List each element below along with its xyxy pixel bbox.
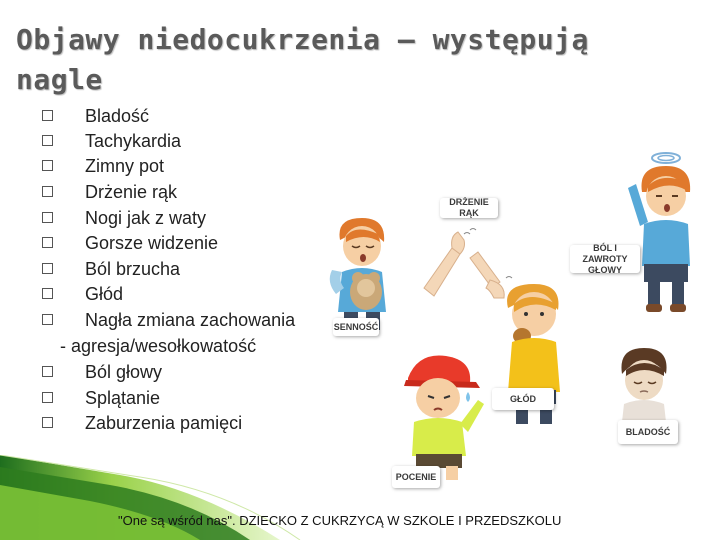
checkbox-bullet-icon bbox=[42, 135, 53, 146]
checkbox-bullet-icon bbox=[42, 392, 53, 403]
label-bol-glowy: BÓL I ZAWROTY GŁOWY bbox=[570, 245, 640, 273]
checkbox-bullet-icon bbox=[42, 186, 53, 197]
label-pocenie: POCENIE bbox=[392, 466, 440, 488]
dizzy-child-illustration bbox=[626, 148, 712, 318]
checkbox-bullet-icon bbox=[42, 212, 53, 223]
checkbox-bullet-icon bbox=[42, 263, 53, 274]
list-item-subline: - agresja/wesołkowatość bbox=[60, 336, 257, 356]
label-sennosc: SENNOŚĆ bbox=[333, 318, 379, 336]
checkbox-bullet-icon bbox=[42, 160, 53, 171]
label-drzenie-rak: DRŻENIE RĄK bbox=[440, 198, 498, 218]
checkbox-bullet-icon bbox=[42, 417, 53, 428]
footer-source: "One są wśród nas". DZIECKO Z CUKRZYCĄ W SZKOLE I PRZEDSZKOLU bbox=[118, 513, 562, 528]
checkbox-bullet-icon bbox=[42, 288, 53, 299]
checkbox-bullet-icon bbox=[42, 237, 53, 248]
checkbox-bullet-icon bbox=[42, 110, 53, 121]
pale-child-illustration bbox=[614, 344, 674, 422]
label-bladosc: BLADOŚĆ bbox=[618, 420, 678, 444]
checkbox-bullet-icon bbox=[42, 366, 53, 377]
sleepy-child-illustration bbox=[322, 212, 402, 332]
page-title: Objawy niedocukrzenia – występują nagle bbox=[16, 23, 589, 96]
checkbox-bullet-icon bbox=[42, 314, 53, 325]
label-glod: GŁÓD bbox=[492, 388, 554, 410]
